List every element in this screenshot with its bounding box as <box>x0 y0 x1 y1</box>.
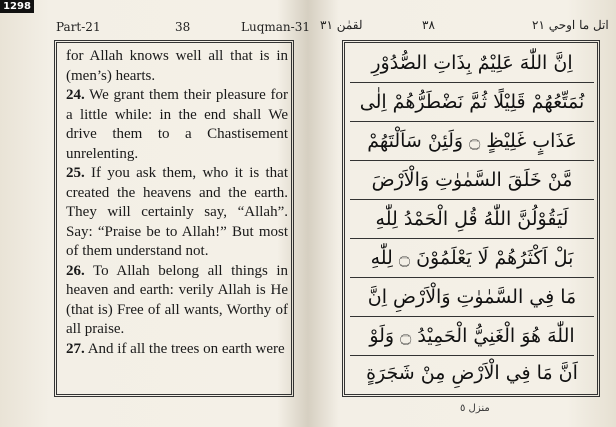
image-number-badge: 1298 <box>0 0 34 13</box>
arabic-line: عَذَابٍ غَلِيْظٍ ۝ وَلَئِنْ سَاَلْتَهُمْ <box>350 122 594 161</box>
verse-text <box>66 262 288 340</box>
verse-text <box>66 47 288 86</box>
verse-body: And if all the trees on earth were <box>87 340 285 357</box>
arabic-line: اَنَّ مَا فِي الْاَرْضِ مِنْ شَجَرَةٍ <box>366 362 578 384</box>
verse-number: 25. <box>66 165 85 181</box>
verse-body: for Allah knows well all that is in (men’s) hearts. <box>66 48 288 84</box>
verse-body: If you ask them, who it is that created the heavens and the earth. They will certainly say, “Allah”. Say: “Praise be to Allah!” But most of them understand not. <box>66 165 288 259</box>
part-label: Part-21 <box>56 20 101 34</box>
verse-text <box>66 340 288 360</box>
arabic-line: نُمَتِّعُهُمْ قَلِيْلًا ثُمَّ نَضْطَرُّهُمْ اِلٰى <box>350 83 594 122</box>
arabic-line: مَا فِي السَّمٰوٰتِ وَالْاَرْضِ اِنَّ <box>350 278 594 317</box>
arabic-line: اللّٰهَ هُوَ الْغَنِيُّ الْحَمِيْدُ ۝ وَلَوْ <box>350 317 594 356</box>
verse-text <box>66 164 288 262</box>
verse-number: 27. <box>66 340 85 357</box>
arabic-line: بَلْ اَكْثَرُهُمْ لَا يَعْلَمُوْنَ ۝ لِلّٰهِ <box>350 239 594 278</box>
right-page <box>310 0 616 427</box>
verse-text <box>66 86 288 164</box>
page-number-arabic: ٣٨ <box>422 18 435 32</box>
arabic-line: لَيَقُوْلُنَّ اللّٰهُ قُلِ الْحَمْدُ لِلّٰهِ <box>350 200 594 239</box>
verse-body: We grant them their pleasure for a little while: in the end shall We drive them to a Chastisement unrelenting. <box>66 87 288 162</box>
page-number: 38 <box>175 20 191 34</box>
verse-number: 26. <box>66 262 85 279</box>
header-arabic: اتل ما اوحي ٢١ <box>532 18 609 32</box>
verse-body: To Allah belong all things in heaven and earth: verily Allah is He (that is) Free of all wants, Worthy of all praise. <box>66 262 288 337</box>
translation-text <box>66 47 288 359</box>
arabic-line: اِنَّ اللّٰهَ عَلِيْمٌ بِذَاتِ الصُّدُوْرِ <box>350 44 594 83</box>
surah-label-arabic: لقمٰن ٣١ <box>320 18 363 32</box>
manzil-footer: منزل ٥ <box>460 403 490 414</box>
verse-number: 24. <box>66 87 85 103</box>
surah-label: Luqman-31 <box>241 20 310 34</box>
arabic-line: مَّنْ خَلَقَ السَّمٰوٰتِ وَالْاَرْضَ <box>350 161 594 200</box>
